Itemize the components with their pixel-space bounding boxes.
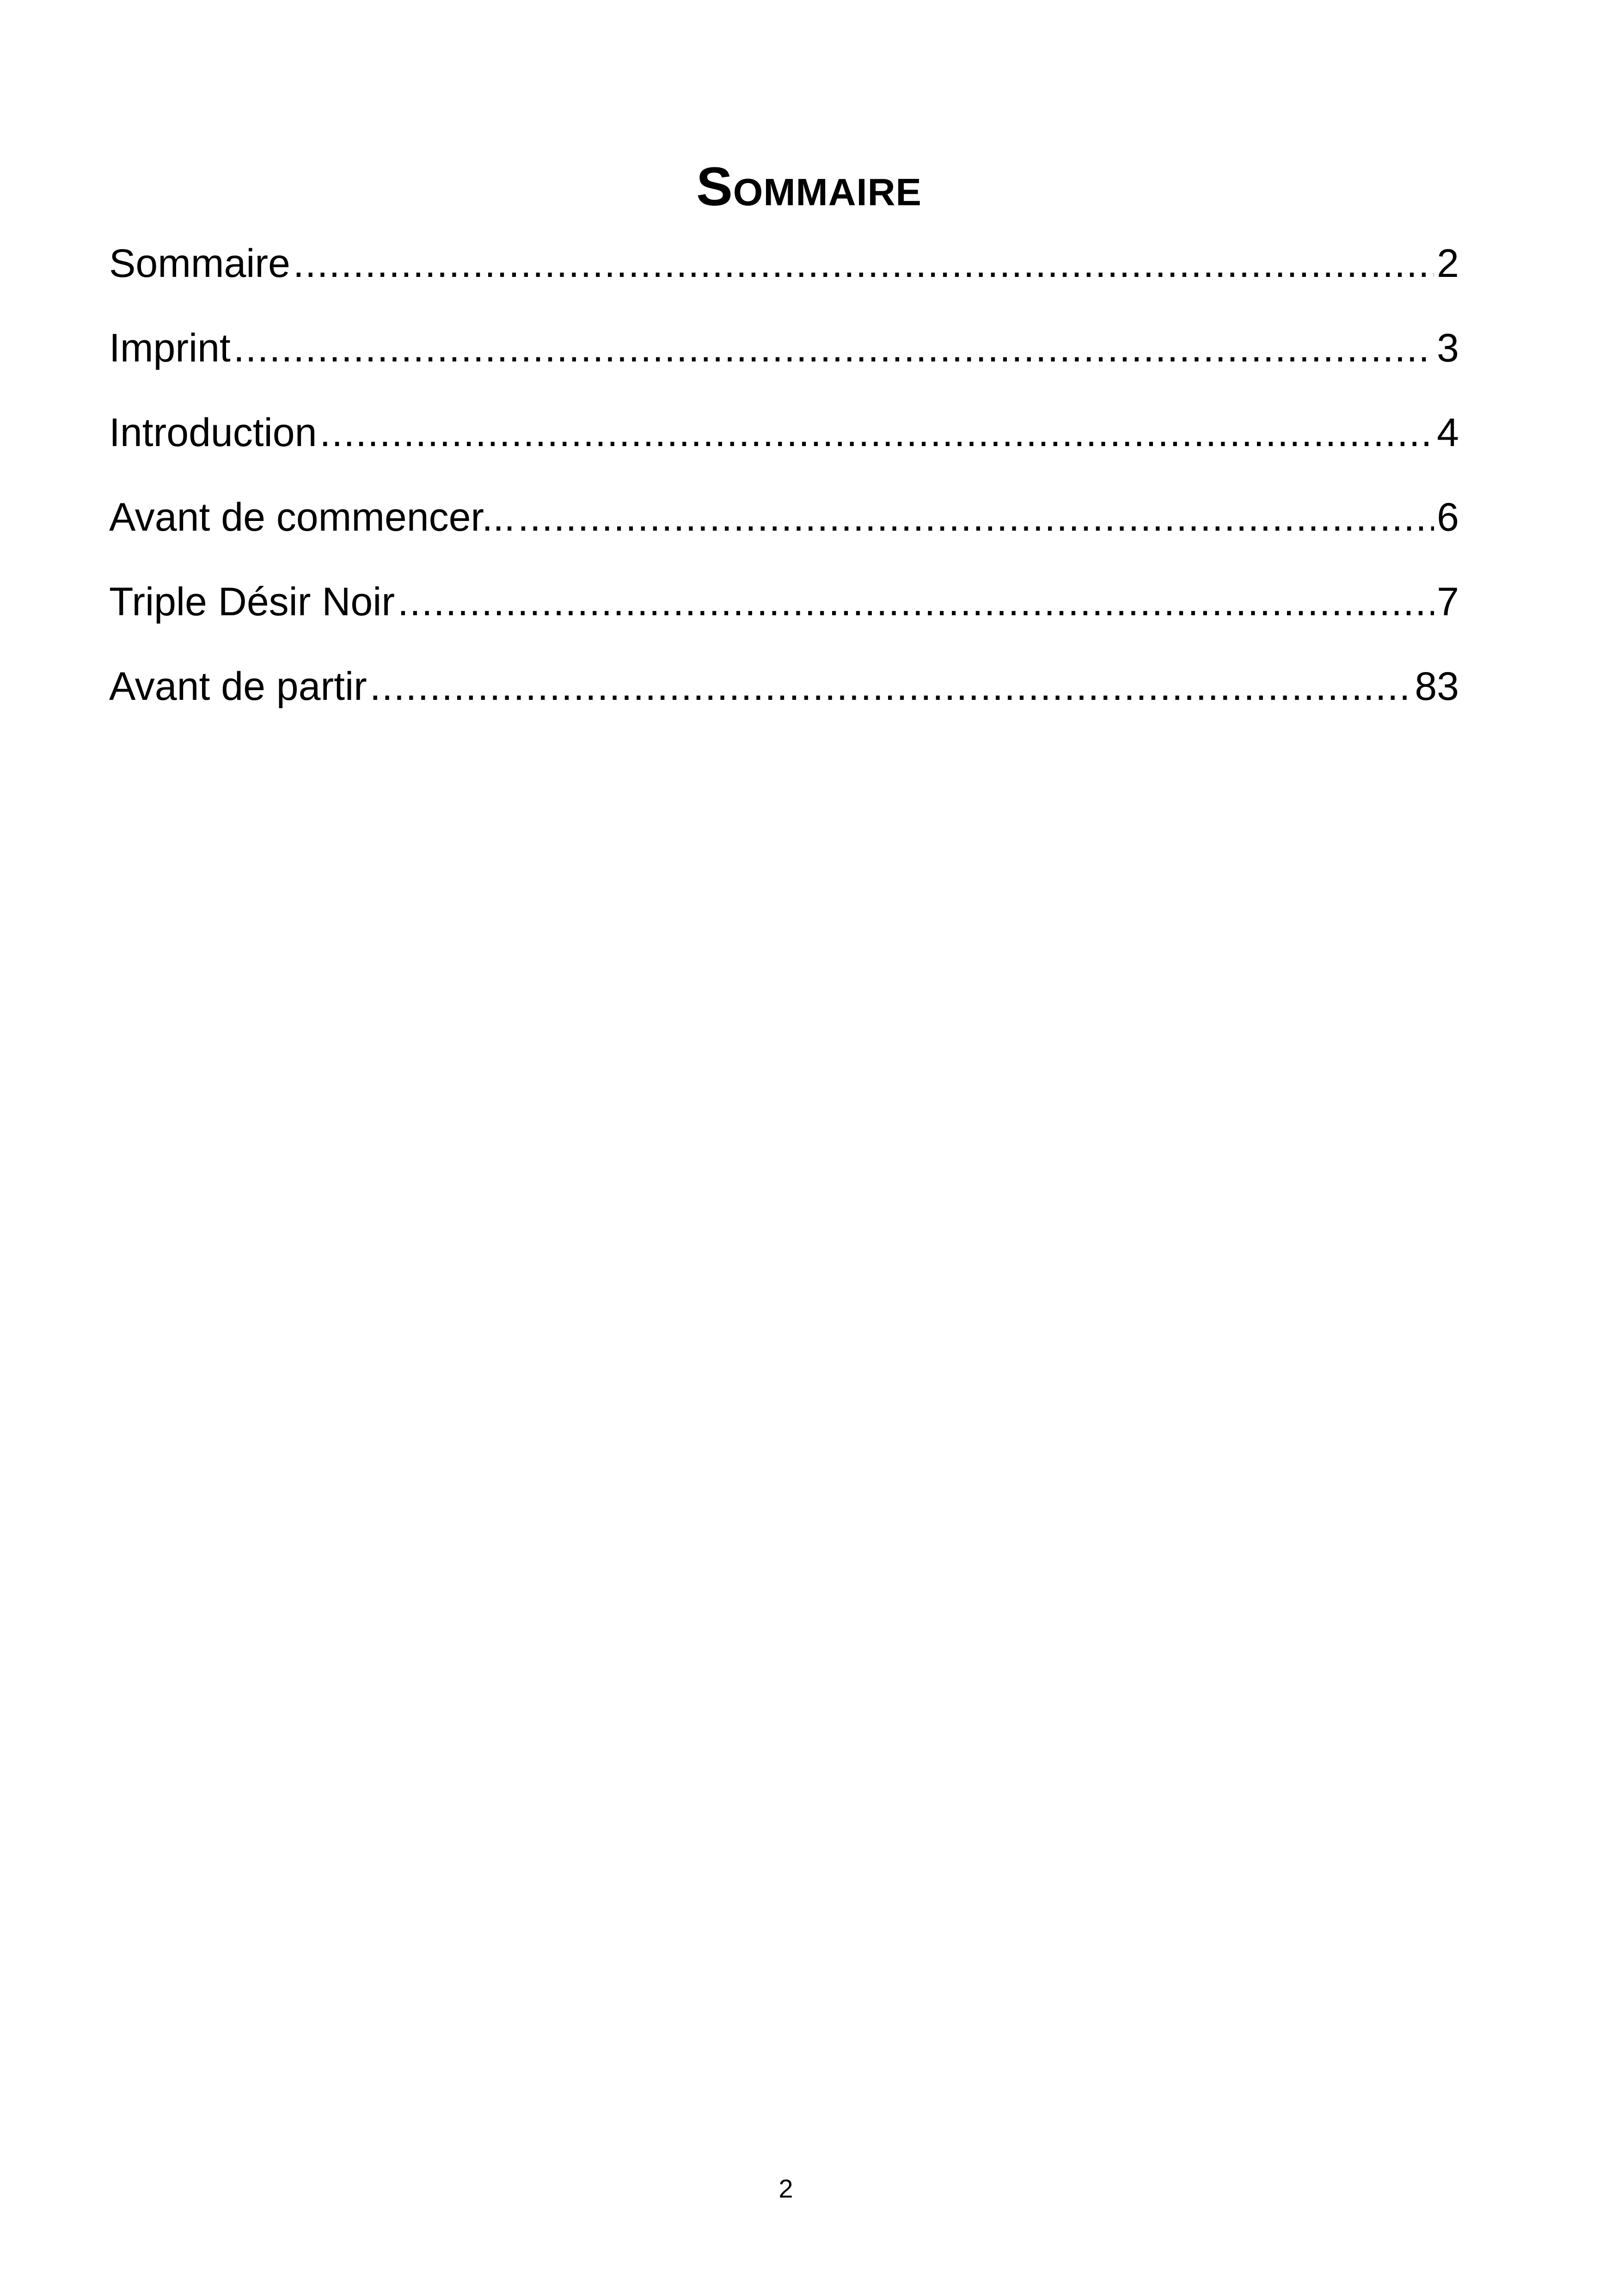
toc-dot-leader bbox=[319, 400, 1434, 465]
toc-entry-sommaire[interactable] bbox=[109, 231, 1459, 316]
toc-dot-leader bbox=[233, 316, 1434, 380]
toc-entry-label: Triple Désir Noir bbox=[109, 580, 395, 624]
toc-entry-label: Imprint bbox=[109, 326, 231, 370]
toc-entry-imprint[interactable] bbox=[109, 316, 1459, 400]
toc-dot-leader bbox=[293, 231, 1434, 296]
toc-entry-page: 6 bbox=[1437, 495, 1459, 539]
page-number: 2 bbox=[778, 2174, 793, 2203]
toc-entry-label: Avant de commencer... bbox=[109, 495, 515, 539]
toc-entry-page: 83 bbox=[1415, 664, 1459, 709]
toc-entry-page: 3 bbox=[1437, 326, 1459, 370]
toc-entry-label: Avant de partir bbox=[109, 664, 367, 709]
table-of-contents bbox=[109, 231, 1459, 739]
toc-entry-introduction[interactable] bbox=[109, 400, 1459, 485]
toc-dot-leader bbox=[518, 485, 1434, 550]
toc-entry-page: 2 bbox=[1437, 241, 1459, 286]
toc-dot-leader bbox=[370, 654, 1412, 719]
toc-entry-label: Introduction bbox=[109, 410, 317, 455]
toc-entry-page: 7 bbox=[1437, 580, 1459, 624]
toc-entry-avant-de-partir[interactable] bbox=[109, 654, 1459, 739]
toc-dot-leader bbox=[398, 569, 1434, 634]
page-title: Sommaire bbox=[696, 156, 922, 218]
toc-entry-page: 4 bbox=[1437, 410, 1459, 455]
toc-entry-label: Sommaire bbox=[109, 241, 290, 286]
toc-entry-triple-desir-noir[interactable] bbox=[109, 569, 1459, 654]
toc-entry-avant-de-commencer[interactable] bbox=[109, 485, 1459, 569]
